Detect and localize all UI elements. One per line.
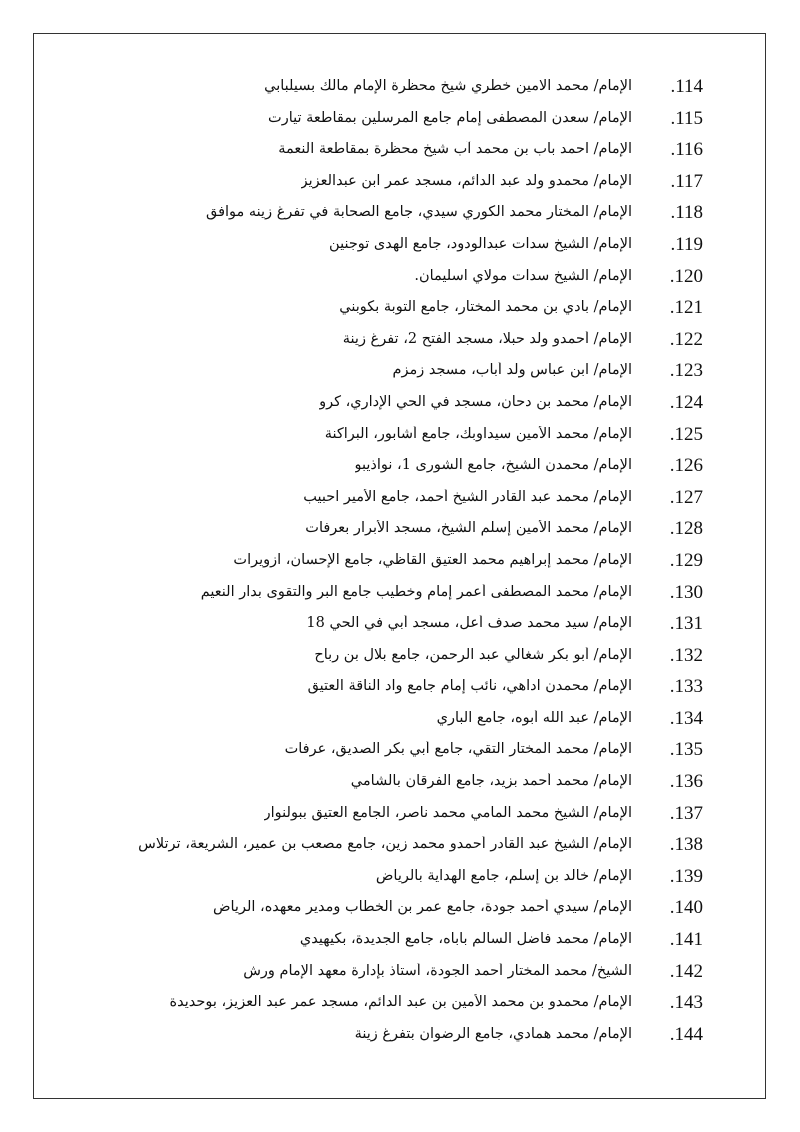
item-text: الإمام/ الشيخ عبد القادر أحمدو محمد زين، جامع مصعب بن عمير، الشريعة، ترتلاس [138,836,632,853]
item-number: .137 [669,802,703,824]
item-number: .136 [669,771,703,793]
item-text: الإمام/ بادي بن محمد المختار، جامع التوبة بكوبني [339,299,632,316]
item-number: .143 [669,992,703,1014]
item-text: الإمام/ خالد بن إسلم، جامع الهداية بالرياض [375,867,632,884]
list-item [0,927,800,959]
item-text: الإمام/ محمدو بن محمد الأمين بن عبد الدائم، مسجد عمر عبد العزيز، بوحديدة [169,994,632,1011]
item-text: الإمام/ أحمدو ولد حبلا، مسجد الفتح 2، تفرغ زينة [342,330,632,347]
list-item [0,674,800,706]
item-number: .124 [669,391,703,413]
list-item [0,769,800,801]
item-text: الإمام/ عبد الله أبوه، جامع الباري [436,709,632,726]
item-number: .128 [669,518,703,540]
item-number: .127 [669,486,703,508]
item-number: .138 [669,834,703,856]
item-number: .132 [669,644,703,666]
item-text: الإمام/ الشيخ سدات عبدالودود، جامع الهدى توجنين [329,235,632,252]
item-number: .141 [669,929,703,951]
list-item [0,200,800,232]
item-text: الشيخ/ محمد المختار أحمد الجودة، أستاذ بإدارة معهد الإمام ورش [243,962,632,979]
imam-list [0,74,800,1053]
list-item [0,390,800,422]
item-number: .135 [669,739,703,761]
item-number: .139 [669,865,703,887]
list-item [0,706,800,738]
item-number: .122 [669,328,703,350]
list-item [0,864,800,896]
item-text: الإمام/ سيد محمد صدف أعل، مسجد أبي في الحي 18 [306,615,632,632]
item-number: .144 [669,1023,703,1045]
item-text: الإمام/ الشيخ سدات مولاي اسليمان. [414,267,632,284]
list-item [0,422,800,454]
item-text: الإمام/ محمد فاضل السالم باباه، جامع الجديدة، بكيهيدي [299,931,632,948]
list-item [0,1022,800,1054]
item-number: .115 [670,107,703,129]
list-item [0,137,800,169]
item-text: الإمام/ محمد الأمين سيداوبك، جامع أشابور، البراكنة [324,425,632,442]
item-number: .117 [670,170,703,192]
item-number: .120 [669,265,703,287]
list-item [0,611,800,643]
item-text: الإمام/ محمد المختار التقي، جامع أبي بكر الصديق، عرفات [284,741,632,758]
item-text: الإمام/ محمدن الشيخ، جامع الشورى 1، نواذيبو [354,457,632,474]
item-text: الإمام/ محمد الأمين إسلم الشيخ، مسجد الأبرار بعرفات [305,520,632,537]
item-number: .123 [669,360,703,382]
list-item [0,169,800,201]
item-number: .119 [670,233,703,255]
list-item [0,643,800,675]
item-text: الإمام/ محمد بن دحان، مسجد في الحي الإداري، كرو [319,393,632,410]
item-text: الإمام/ محمد إبراهيم محمد العتيق القاظي، جامع الإحسان، ازويرات [233,551,632,568]
list-item [0,453,800,485]
item-number: .114 [670,76,703,97]
list-item [0,327,800,359]
item-number: .118 [670,202,703,224]
item-number: .140 [669,897,703,919]
list-item [0,264,800,296]
list-item [0,232,800,264]
item-text: الإمام/ ابن عباس ولد أباب، مسجد زمزم [392,362,632,379]
list-item [0,832,800,864]
item-number: .121 [669,297,703,319]
item-text: الإمام/ محمد أحمد بزيد، جامع الفرقان بالشامي [350,773,632,790]
item-number: .142 [669,960,703,982]
item-text: الإمام/ المختار محمد الكوري سيدي، جامع الصحابة في تفرغ زينه موافق [205,204,632,221]
item-number: .125 [669,423,703,445]
list-item [0,737,800,769]
item-number: .134 [669,707,703,729]
item-text: الإمام/ محمد الامين خطري شيخ محظرة الإمام مالك بسيلبابي [264,78,632,94]
item-text: الإمام/ أبو بكر شغالي عبد الرحمن، جامع بلال بن رباح [314,646,632,663]
item-text: الإمام/ محمدن اداهي، نائب إمام جامع واد الناقة العتيق [307,678,632,695]
list-item [0,895,800,927]
list-item [0,485,800,517]
list-item [0,106,800,138]
item-text: الإمام/ سيدي أحمد جودة، جامع عمر بن الخطاب ومدير معهده، الرياض [212,899,632,916]
list-item [0,959,800,991]
item-text: الإمام/ محمد عبد القادر الشيخ أحمد، جامع الأمير احبيب [303,488,632,505]
item-text: الإمام/ محمد همادي، جامع الرضوان بتفرغ زينة [354,1025,632,1042]
list-item [0,295,800,327]
list-item [0,801,800,833]
list-item [0,358,800,390]
item-text: الإمام/ الشيخ محمد المامي محمد ناصر، الجامع العتيق ببولنوار [263,804,632,821]
item-text: الإمام/ محمدو ولد عبد الدائم، مسجد عمر ابن عبدالعزيز [300,172,632,189]
item-text: الإمام/ محمد المصطفى أعمر إمام وخطيب جامع البر والتقوى بدار النعيم [200,583,632,600]
list-item [0,74,800,106]
list-item [0,516,800,548]
item-text: الإمام/ سعدن المصطفى إمام جامع المرسلين بمقاطعة تيارت [268,109,632,126]
item-number: .133 [669,676,703,698]
item-number: .126 [669,455,703,477]
list-item [0,548,800,580]
item-number: .129 [669,549,703,571]
list-item [0,580,800,612]
item-number: .131 [669,613,703,635]
item-number: .116 [670,139,703,161]
list-item [0,990,800,1022]
item-number: .130 [669,581,703,603]
item-text: الإمام/ احمد باب بن محمد آب شيخ محظرة بمقاطعة النعمة [278,141,632,158]
